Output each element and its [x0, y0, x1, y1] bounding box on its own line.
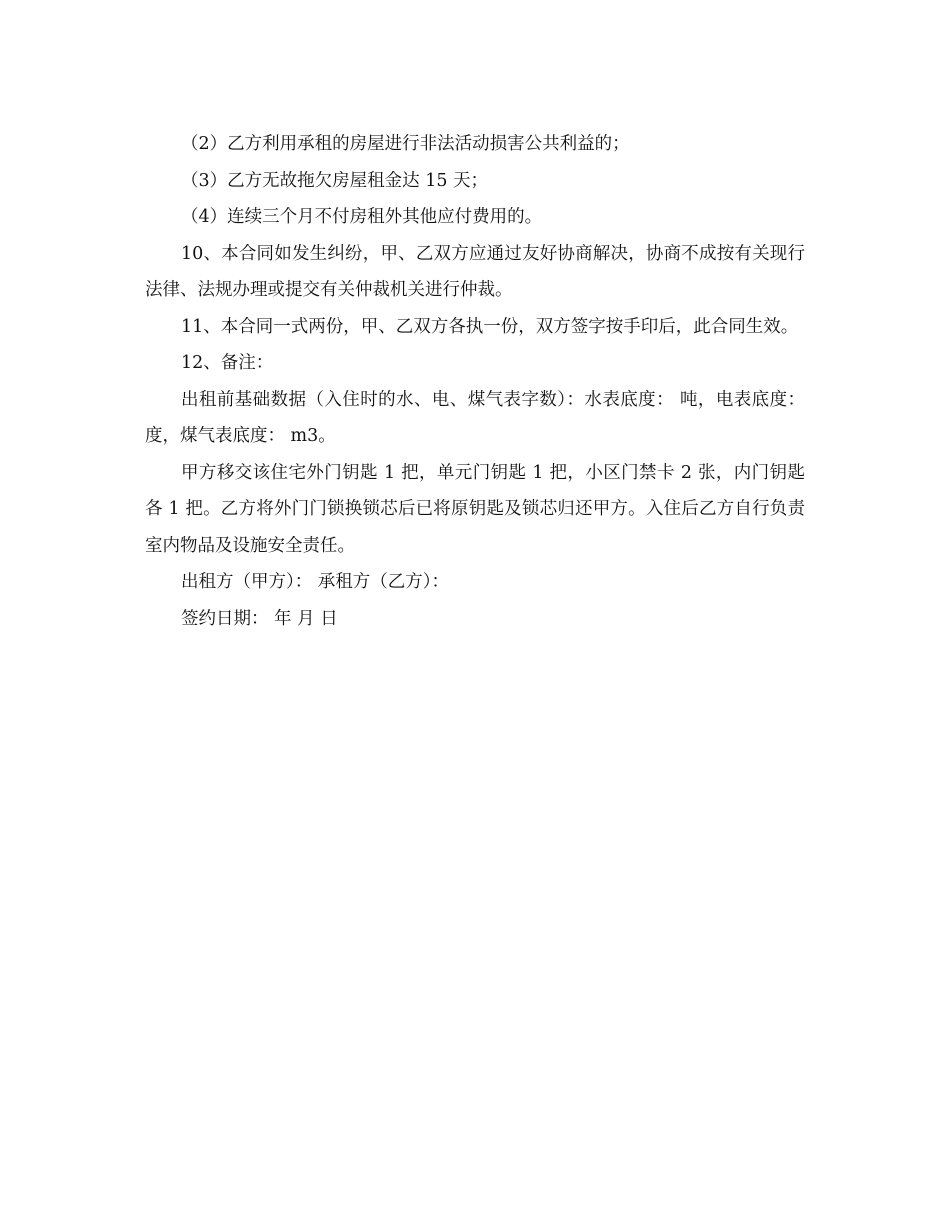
clause-10-disputes: 10、本合同如发生纠纷，甲、乙双方应通过友好协商解决，协商不成按有关现行法律、法规办理或提交有关仲裁机关进行仲裁。	[145, 243, 805, 300]
clause-12-remarks-heading: 12、备注：	[181, 353, 274, 373]
clause-3-rent-arrears: （3）乙方无故拖欠房屋租金达 15 天；	[181, 170, 489, 191]
signature-parties-line: 出租方（甲方）： 承租方（乙方）：	[181, 572, 450, 592]
keys-handover-paragraph: 甲方移交该住宅外门钥匙 1 把，单元门钥匙 1 把，小区门禁卡 2 张，内门钥匙各 1 把。乙方将外门门锁换锁芯后已将原钥匙及锁芯归还甲方。入住后乙方自行负责室内物品及设施安全责任。	[145, 462, 805, 556]
meter-readings-paragraph: 出租前基础数据（入住时的水、电、煤气表字数）：水表底度： 吨，电表底度： 度，煤气表底度： m3。	[145, 389, 805, 446]
clause-11-copies: 11、本合同一式两份，甲、乙双方各执一份，双方签字按手印后，此合同生效。	[181, 316, 799, 337]
clause-2-illegal-activity: （2）乙方利用承租的房屋进行非法活动损害公共利益的；	[181, 134, 630, 154]
clause-4-unpaid-fees: （4）连续三个月不付房租外其他应付费用的。	[181, 207, 543, 227]
document-body	[145, 126, 805, 637]
signing-date-line: 签约日期： 年 月 日	[181, 608, 338, 629]
